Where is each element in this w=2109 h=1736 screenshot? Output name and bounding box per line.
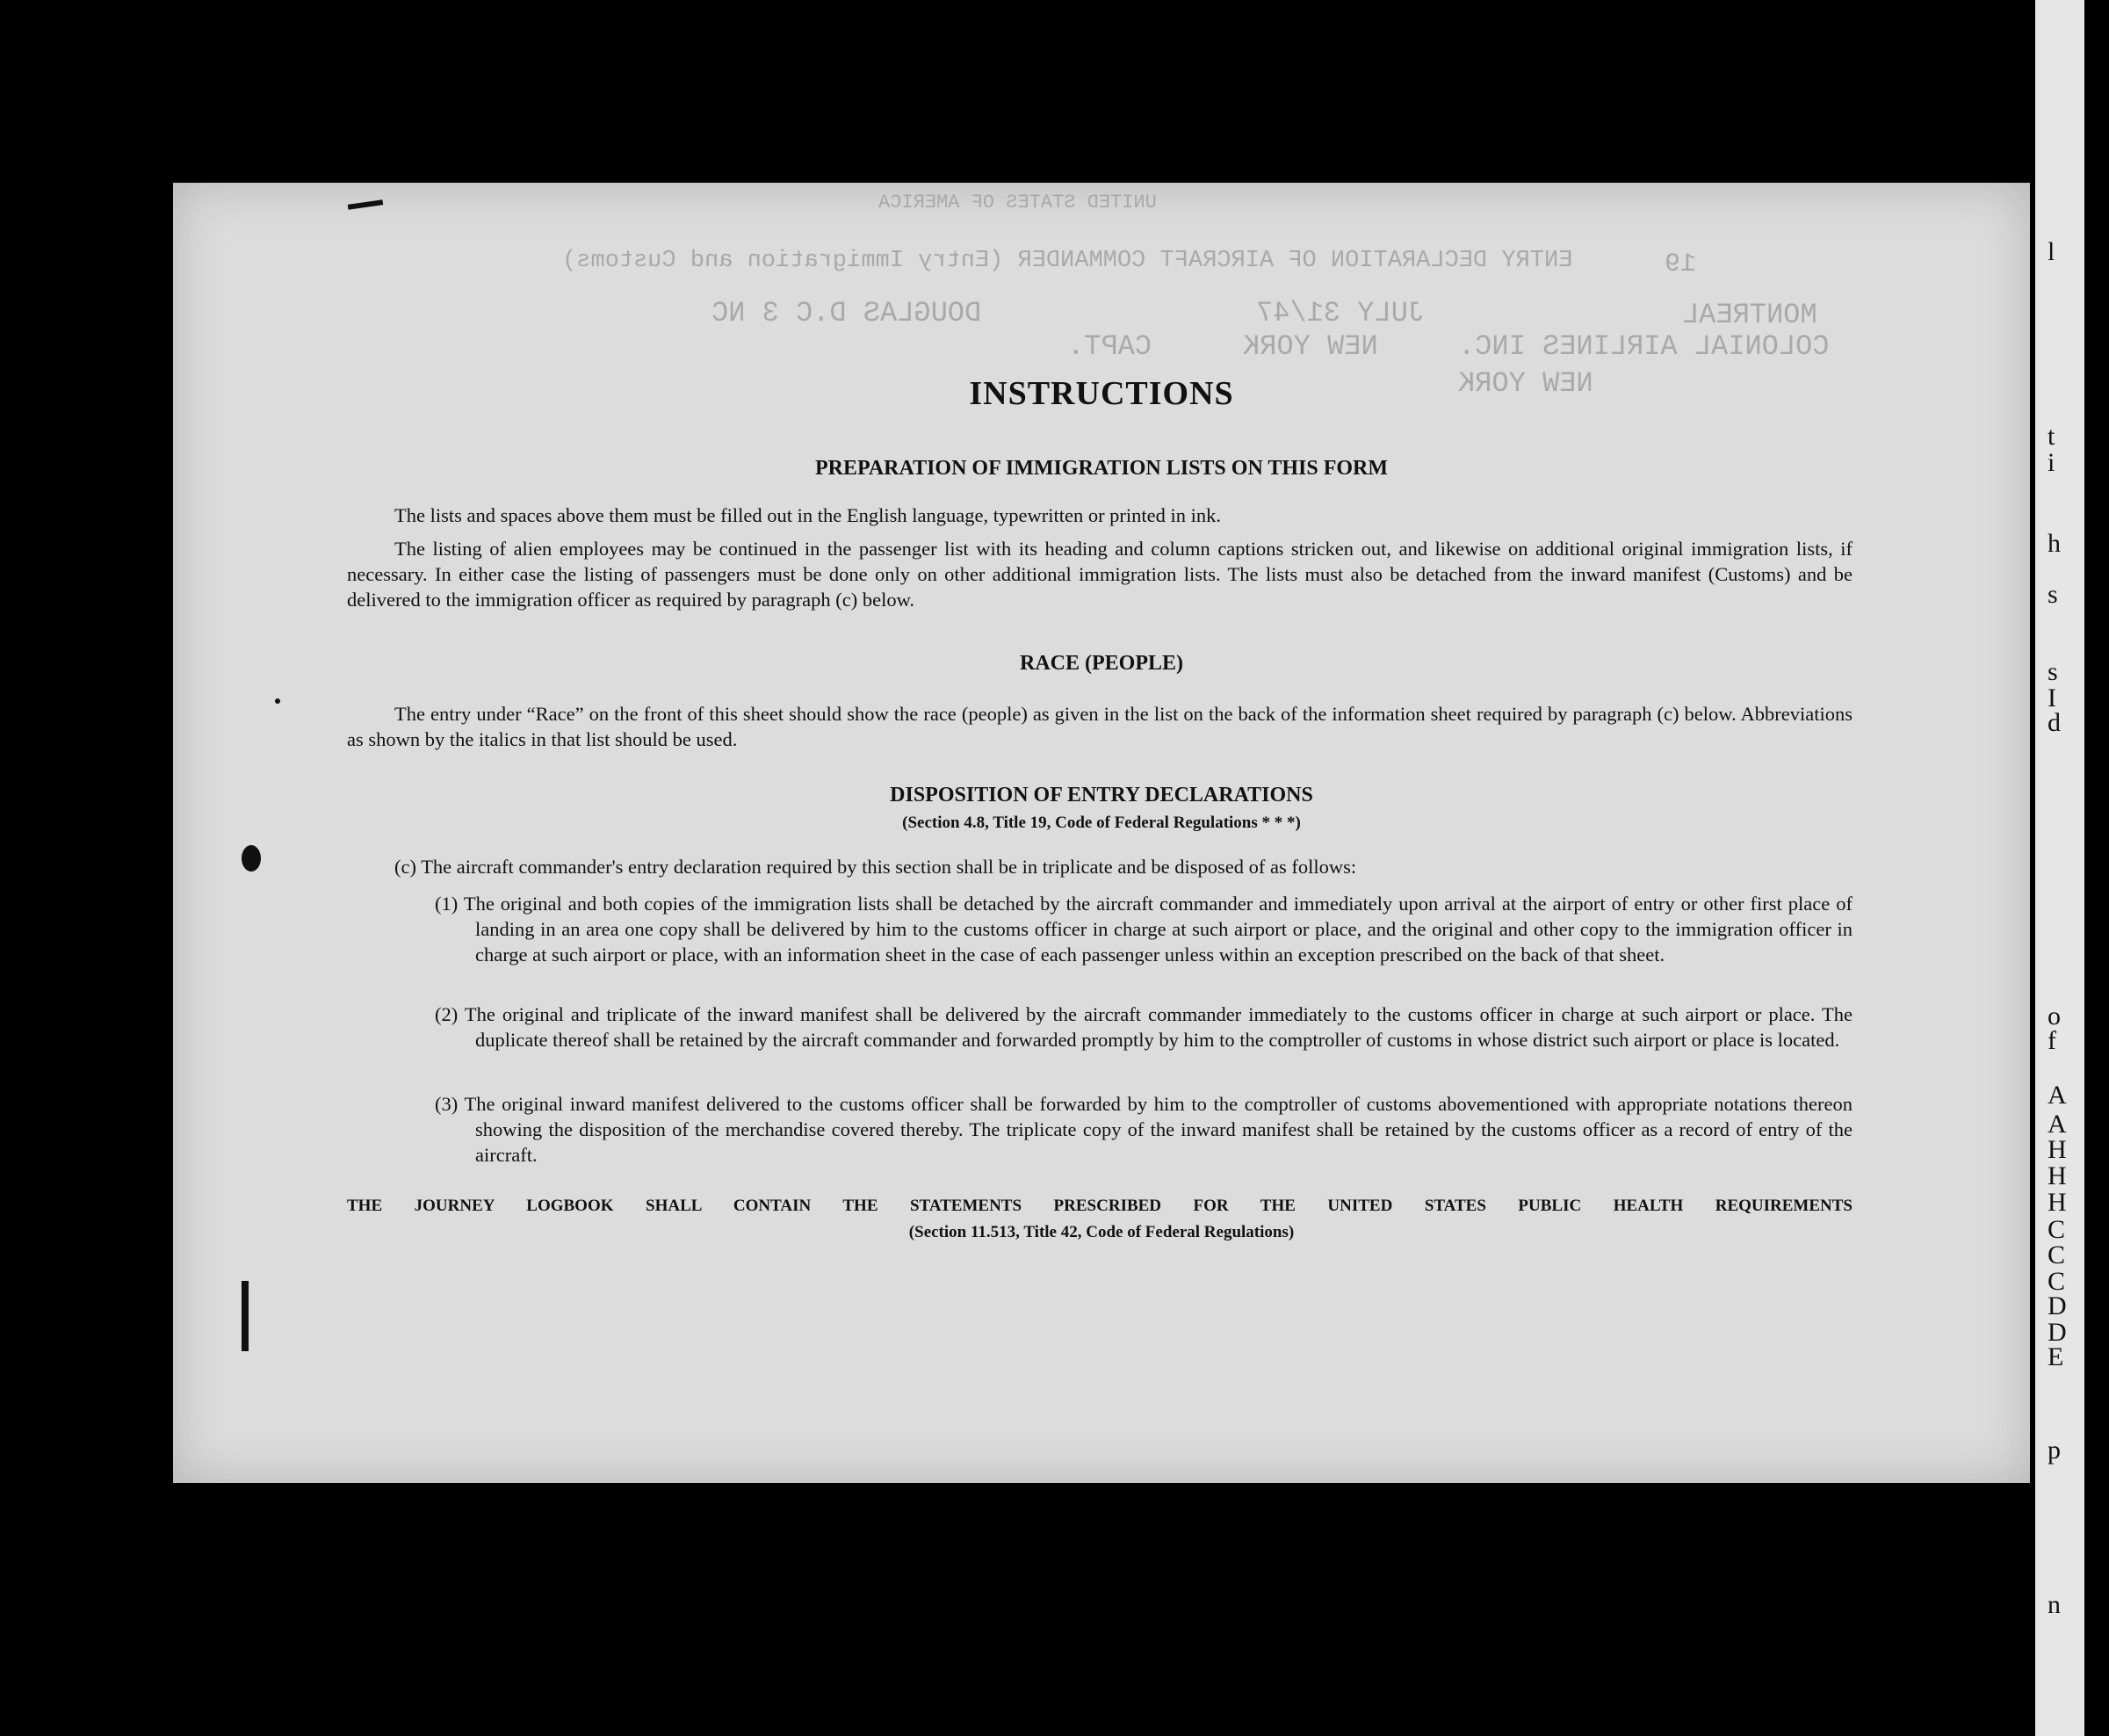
bleed-through-line-f: COLONIAL AIRLINES INC. [1458,330,1830,363]
section-subheading: (Section 4.8, Title 19, Code of Federal Regulations * * *) [902,814,1301,832]
paragraph-intro: (c) The aircraft commander's entry declaration required by this section shall be in triplicate and be disposed of as follows: [394,856,1357,878]
strip-letter: E [2048,1342,2064,1371]
bleed-through-line-d: JULY 31/47 [1256,297,1426,329]
bleed-through-line-c: MONTREAL [1682,299,1817,331]
paragraph: The listing of alien employees may be continued in the passenger list with its heading and column captions stricken out, and likewise on additional original immigration lists, if necessary. In either case the listing of passengers must be done only on other additional immigration lists. The lists must also be detached from the inward manifest (Customs) and be delivered to the immigration officer as required by paragraph (c) below. [347,538,1853,611]
strip-letter: n [2048,1590,2061,1619]
bleed-through-line-a: UNITED STATES OF AMERICA [878,192,1157,213]
bleed-through-line-i: NEW YORK [1458,367,1593,400]
strip-letter: D [2048,1291,2067,1320]
strip-letter: d [2048,708,2061,737]
strip-letter: f [2048,1026,2056,1055]
strip-letter: l [2048,237,2055,266]
strip-letter: C [2048,1241,2066,1269]
strip-letter: i [2048,448,2055,477]
strip-letter: o [2048,1002,2061,1031]
paragraph: The lists and spaces above them must be filled out in the English language, typewritten or printed in ink. [394,504,1222,526]
strip-letter: A [2048,1110,2067,1139]
bleed-through-line-g: NEW YORK [1243,330,1378,363]
list-item: (1) The original and both copies of the immigration lists shall be detached by the aircraft commander and immediately upon arrival at the airport of entry or other first place of landing in an area one copy shall be delivered by him to the customs officer in charge at such airport or place, and the original and other copy to the immigration officer in charge at such airport or place, with an information sheet in the case of each passenger unless within an exception prescribed on the back of that sheet. [435,893,1853,966]
bleed-through-line-b: ENTRY DECLARATION OF AIRCRAFT COMMANDER (Entry Immigration and Customs) [562,248,1573,274]
ink-dot [275,698,280,704]
strip-letter: H [2048,1135,2067,1164]
strip-letter: C [2048,1267,2066,1296]
bleed-through-line-h: CAPT. [1067,330,1152,363]
strip-letter: h [2048,529,2061,558]
strip-letter: p [2048,1436,2061,1465]
paragraph: The entry under “Race” on the front of this sheet should show the race (people) as given in the list on the back of the information sheet required by paragraph (c) below. Abbreviations as shown by the italics in that list should be used. [347,703,1853,750]
section-heading-race: RACE (PEOPLE) [1020,652,1183,675]
list-item: (3) The original inward manifest delivered to the customs officer shall be forwarded by him to the comptroller of customs abovementioned with appropriate notations thereon showing the disposition of the merchandise covered thereby. The triplicate copy of the inward manifest shall be retained by the customs officer as a record of entry of the aircraft. [435,1093,1853,1166]
section-heading-disposition: DISPOSITION OF ENTRY DECLARATIONS [890,784,1313,807]
footer-statement: THE JOURNEY LOGBOOK SHALL CONTAIN THE STATEMENTS PRESCRIBED FOR THE UNITED STATES PUBLIC HEALTH REQUIREMENTS [347,1197,1853,1215]
strip-letter: s [2048,657,2058,686]
bleed-through-line-e: DOUGLAS D.C 3 NC [711,297,982,329]
strip-letter: s [2048,580,2058,609]
strip-letter: H [2048,1188,2067,1217]
strip-letter: C [2048,1215,2066,1244]
page-title: INSTRUCTIONS [969,375,1234,412]
ink-mark [242,845,261,872]
strip-letter: D [2048,1318,2067,1347]
list-item: (2) The original and triplicate of the inward manifest shall be delivered by the aircraft commander immediately to the customs officer in charge at such airport or place. The duplicate thereof shall be retained by the aircraft commander and forwarded promptly by him to the comptroller of customs in whose district such airport or place is located. [435,1003,1853,1051]
footer-citation: (Section 11.513, Title 42, Code of Federal Regulations) [908,1223,1295,1241]
bleed-through-number: 19 [1665,250,1697,279]
ink-mark [242,1281,249,1351]
strip-letter: H [2048,1161,2067,1190]
strip-letter: I [2048,684,2056,712]
section-heading-preparation: PREPARATION OF IMMIGRATION LISTS ON THIS FORM [814,457,1389,480]
strip-letter: A [2048,1081,2067,1110]
adjacent-page-strip [2035,0,2084,1736]
strip-letter: t [2048,422,2055,451]
